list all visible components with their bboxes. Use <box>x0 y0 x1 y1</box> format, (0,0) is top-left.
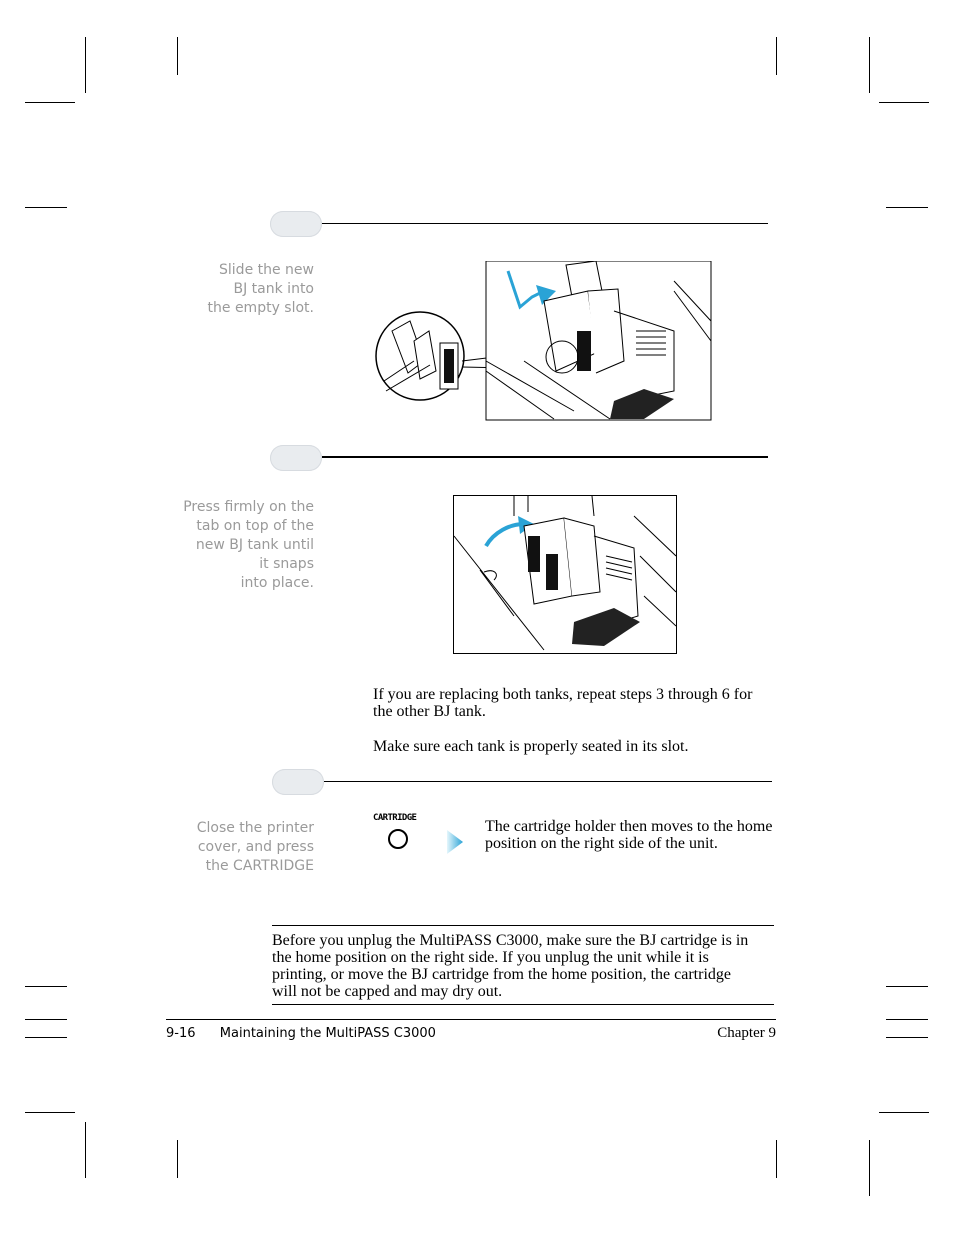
step-divider <box>322 456 768 458</box>
section-title: Maintaining the MultiPASS C3000 <box>219 1026 436 1041</box>
step-divider <box>324 781 772 782</box>
step-marker <box>270 445 322 471</box>
note-repeat: If you are replacing both tanks, repeat steps 3 through 6 for the other BJ tank. <box>373 686 753 720</box>
step-instruction: Close the printer cover, and press the CARTRIDGE <box>196 820 314 874</box>
chapter-label: Chapter 9 <box>717 1025 776 1041</box>
arrow-right-icon <box>447 830 465 854</box>
step-instruction: Slide the new BJ tank into the empty slot. <box>207 262 314 316</box>
cartridge-result: The cartridge holder then moves to the home position on the right side of the unit. <box>485 818 773 852</box>
footer-left <box>166 1026 436 1041</box>
page-number: 9-16 <box>166 1026 196 1041</box>
step-divider <box>322 223 768 224</box>
footer-rule <box>166 1019 776 1020</box>
step-marker <box>270 211 322 237</box>
step-marker <box>272 769 324 795</box>
figure-press-tank <box>453 495 677 654</box>
note-seated: Make sure each tank is properly seated in its slot. <box>373 738 689 755</box>
cartridge-button-icon <box>388 829 408 849</box>
figure-slide-tank <box>374 261 714 423</box>
cartridge-key-label: CARTRIDGE <box>373 813 417 823</box>
caution-top-rule <box>272 925 774 926</box>
caution-bottom-rule <box>272 1004 774 1005</box>
cartridge-key <box>373 813 433 853</box>
caution-text: Before you unplug the MultiPASS C3000, make sure the BJ cartridge is in the home position on the right side. If you unplug the unit while it is printing, or move the BJ cartridge from the home position, the cartridge will not be capped and may dry out. <box>272 932 749 1000</box>
step-instruction: Press firmly on the tab on top of the new BJ tank until it snaps into place. <box>183 499 314 591</box>
